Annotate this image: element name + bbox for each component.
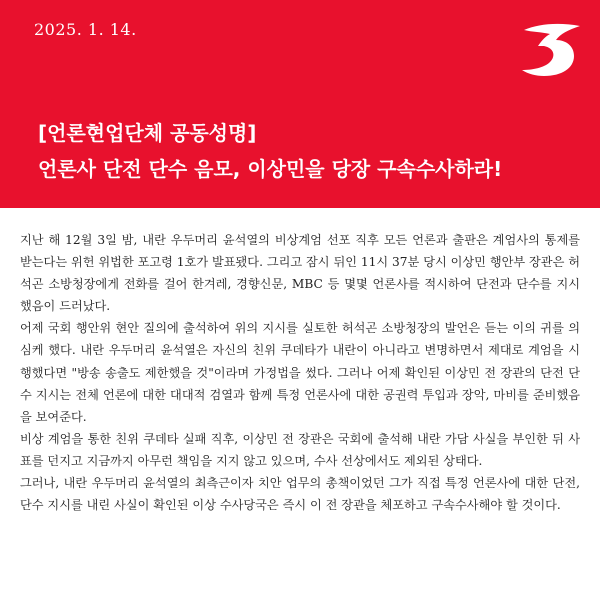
statement-body [20,229,580,516]
body-paragraph: 비상 계엄을 통한 친위 쿠데타 실패 직후, 이상민 전 장관은 국회에 출석해 내란 가담 사실을 부인한 뒤 사표를 던지고 지금까지 아무런 책임을 지지 않고 있으며, 수사 선상에서도 제외된 상태다. [20,431,580,468]
body-paragraph: 어제 국회 행안위 현안 질의에 출석하여 위의 지시를 실토한 허석곤 소방청장의 발언은 듣는 이의 귀를 의심케 했다. 내란 우두머리 윤석열은 자신의 친위 쿠데타가 내란이 아니라고 변명하면서 제대로 계엄을 시행했다면 "방송 송출도 제한했을 것"이라며 가정법을 썼다. 그러나 어제 확인된 이상민 전 장관의 단전 단수 지시는 전체 언론에 대한 대대적 검열과 함께 특정 언론사에 대한 공권력 투입과 장악, 마비를 준비했음을 보여준다. [20,321,580,424]
body-paragraph: 그러나, 내란 우두머리 윤석열의 최측근이자 치안 업무의 총책이었던 그가 직접 특정 언론사에 대한 단전, 단수 지시를 내린 사실이 확인된 이상 수사당국은 즉시 이 전 장관을 체포하고 구속수사해야 할 것이다. [20,476,580,513]
title-group [38,118,578,184]
body-paragraph: 지난 해 12월 3일 밤, 내란 우두머리 윤석열의 비상계엄 선포 직후 모든 언론과 출판은 계엄사의 통제를 받는다는 위헌 위법한 포고령 1호가 발표됐다. 그리고 잠시 뒤인 11시 37분 당시 이상민 행안부 장관은 허석곤 소방청장에게 전화를 걸어 한겨레, 경향신문, MBC 등 몇몇 언론사를 적시하여 단전과 단수를 지시했음이 드러났다. [20,233,580,314]
statement-header [0,0,600,208]
statement-headline: 언론사 단전 단수 음모, 이상민을 당장 구속수사하라! [38,157,503,181]
swallow-logo-icon [518,22,584,78]
statement-subtitle: [언론현업단체 공동성명] [38,121,257,145]
statement-date: 2025. 1. 14. [34,20,137,39]
